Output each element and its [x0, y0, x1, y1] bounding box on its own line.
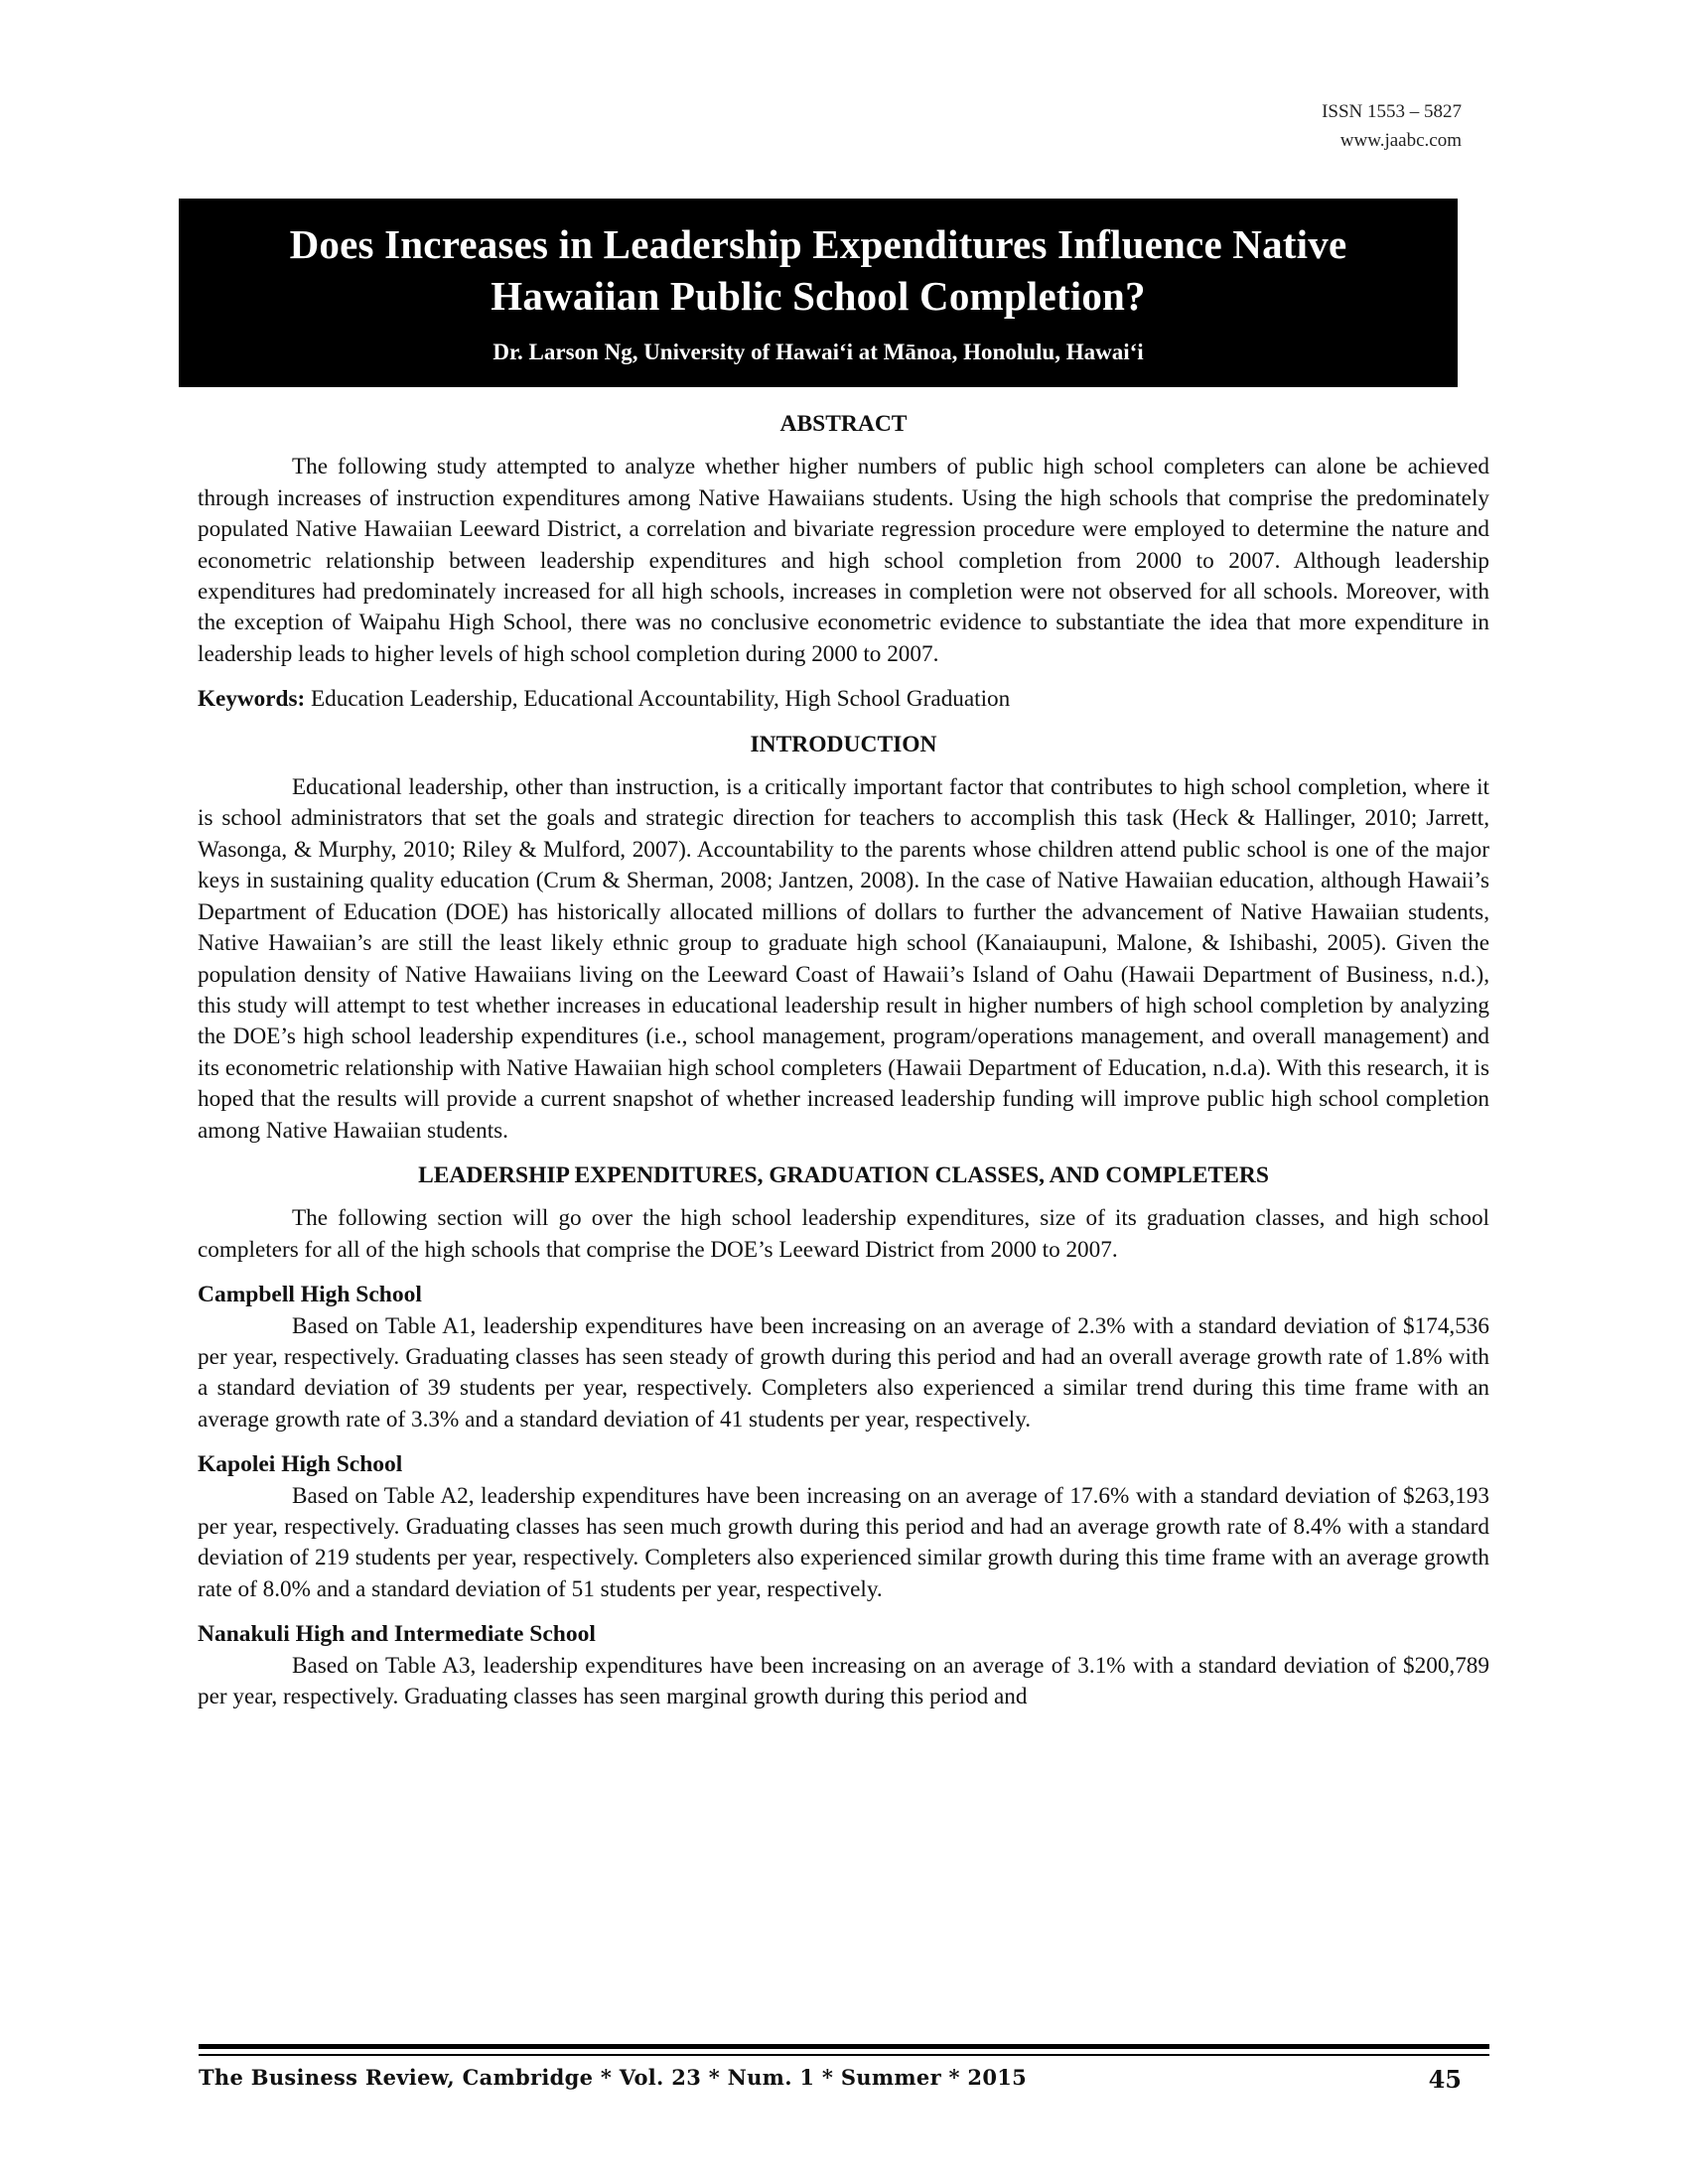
school-text-kapolei: Based on Table A2, leadership expenditures have been increasing on an average of 17.6% with a standard deviation of $263,193 per year, respectively. Graduating classes has seen much growth during this period and had an average growth rate of 8.4% with a standard deviation of 219 students per year, respectively. Completers also experienced similar growth during this time frame with an average growth rate of 8.0% and a standard deviation of 51 students per year, respectively.: [198, 1482, 1489, 1602]
title-banner: [179, 199, 1458, 387]
journal-header: [1322, 97, 1462, 155]
school-heading-kapolei: Kapolei High School: [198, 1451, 403, 1478]
school-text-nanakuli: Based on Table A3, leadership expenditures have been increasing on an average of 3.1% with a standard deviation of $200,789 per year, respectively. Graduating classes has seen marginal growth during this period and: [198, 1652, 1489, 1710]
abstract-heading: ABSTRACT: [779, 411, 908, 437]
keywords-text: Education Leadership, Educational Accountability, High School Graduation: [305, 686, 1011, 713]
footer-rule-thin: [199, 2054, 1489, 2056]
section-heading: LEADERSHIP EXPENDITURES, GRADUATION CLASSES, AND COMPLETERS: [418, 1161, 1269, 1188]
introduction-heading: INTRODUCTION: [750, 731, 937, 757]
page-number: 45: [1428, 2065, 1462, 2094]
journal-url: www.jaabc.com: [1339, 130, 1462, 151]
school-heading-campbell: Campbell High School: [198, 1282, 422, 1308]
paper-title: [179, 218, 1458, 322]
author-line: Dr. Larson Ng, University of Hawai‘i at Mānoa, Honolulu, Hawai‘i: [492, 340, 1144, 364]
school-heading-nanakuli: Nanakuli High and Intermediate School: [198, 1621, 596, 1648]
school-text-campbell: Based on Table A1, leadership expenditures have been increasing on an average of 2.3% with a standard deviation of $174,536 per year, respectively. Graduating classes has seen steady of growth during this period and had an overall average growth rate of 1.8% with a standard deviation of 39 students per year, respectively. Completers also experienced a similar trend during this time frame with an average growth rate of 3.3% and a standard deviation of 41 students per year, respectively.: [198, 1312, 1489, 1433]
article-body: [198, 409, 1489, 1712]
section-intro-text: The following section will go over the high school leadership expenditures, size of its graduation classes, and high school completers for all of the high schools that comprise the DOE’s Leeward District from 2000 to 2007.: [198, 1205, 1489, 1263]
abstract-text: The following study attempted to analyze whether higher numbers of public high school completers can alone be achieved through increases of instruction expenditures among Native Hawaiians students. Using the high schools that comprise the predominately populated Native Hawaiian Leeward District, a correlation and bivariate regression procedure were employed to determine the nature and econometric relationship between leadership expenditures and high school completion from 2000 to 2007. Although leadership expenditures had predominately increased for all high schools, increases in completion were not observed for all schools. Moreover, with the exception of Waipahu High School, there was no conclusive econometric evidence to substantiate the idea that more expenditure in leadership leads to higher levels of high school completion during 2000 to 2007.: [198, 454, 1489, 667]
footer-rule-thick: [199, 2044, 1489, 2049]
keywords: [198, 684, 1489, 715]
footer-journal: The Business Review, Cambridge * Vol. 23 * Num. 1 * Summer * 2015: [199, 2065, 1028, 2090]
title-line-1: Does Increases in Leadership Expenditures Influence Native: [289, 221, 1347, 267]
keywords-label: Keywords:: [198, 686, 306, 713]
issn-number: ISSN 1553 – 5827: [1322, 101, 1462, 122]
title-line-2: Hawaiian Public School Completion?: [491, 273, 1146, 319]
introduction-text: Educational leadership, other than instruction, is a critically important factor that contributes to high school completion, where it is school administrators that set the goals and strategic direction for teachers to accomplish this task (Heck & Hallinger, 2010; Jarrett, Wasonga, & Murphy, 2010; Riley & Mulford, 2007). Accountability to the parents whose children attend public school is one of the major keys in sustaining quality education (Crum & Sherman, 2008; Jantzen, 2008). In the case of Native Hawaiian education, although Hawaii’s Department of Education (DOE) has historically allocated millions of dollars to further the advancement of Native Hawaiian students, Native Hawaiian’s are still the least likely ethnic group to graduate high school (Kanaiaupuni, Malone, & Ishibashi, 2005). Given the population density of Native Hawaiians living on the Leeward Coast of Hawaii’s Island of Oahu (Hawaii Department of Business, n.d.), this study will attempt to test whether increases in educational leadership result in higher numbers of high school completion by analyzing the DOE’s high school leadership expenditures (i.e., school management, program/operations management, and overall management) and its econometric relationship with Native Hawaiian high school completers (Hawaii Department of Education, n.d.a). With this research, it is hoped that the results will provide a current snapshot of whether increased leadership funding will improve public high school completion among Native Hawaiian students.: [198, 774, 1489, 1144]
